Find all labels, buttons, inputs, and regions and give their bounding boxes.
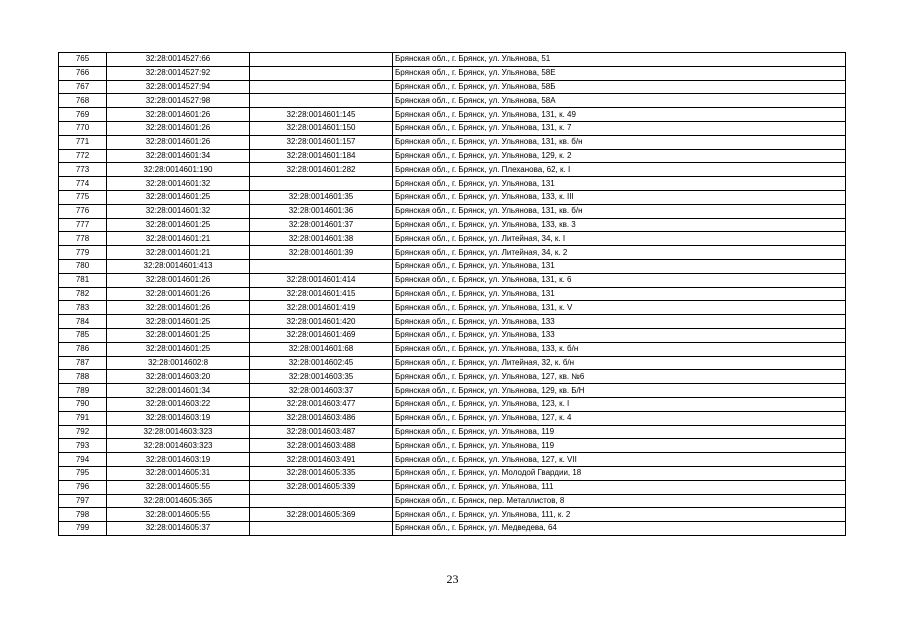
cadastral-number-cell: 32:28:0014601:32 — [107, 177, 250, 191]
cadastral-number-cell: 32:28:0014527:92 — [107, 66, 250, 80]
cadastral-number-cell: 32:28:0014605:37 — [107, 522, 250, 536]
address-cell: Брянская обл., г. Брянск, ул. Ульянова, 58Б — [393, 80, 846, 94]
table-row — [59, 480, 846, 494]
sub-object-number-cell — [250, 94, 393, 108]
sub-object-number-cell — [250, 259, 393, 273]
address-cell: Брянская обл., г. Брянск, ул. Ульянова, 133 — [393, 328, 846, 342]
cadastral-number-cell: 32:28:0014603:323 — [107, 425, 250, 439]
table-row — [59, 108, 846, 122]
table-row — [59, 508, 846, 522]
sub-object-number-cell: 32:28:0014601:157 — [250, 135, 393, 149]
row-number-cell: 778 — [59, 232, 107, 246]
table-row — [59, 94, 846, 108]
row-number-cell: 786 — [59, 342, 107, 356]
table-row — [59, 439, 846, 453]
page-number: 23 — [446, 572, 459, 586]
sub-object-number-cell: 32:28:0014601:419 — [250, 301, 393, 315]
address-cell: Брянская обл., г. Брянск, ул. Ульянова, 133, кв. 3 — [393, 218, 846, 232]
address-cell: Брянская обл., г. Брянск, ул. Ульянова, 131, кв. б/н — [393, 204, 846, 218]
table-row — [59, 370, 846, 384]
sub-object-number-cell: 32:28:0014603:487 — [250, 425, 393, 439]
sub-object-number-cell — [250, 53, 393, 67]
address-cell: Брянская обл., г. Брянск, ул. Литейная, 34, к. 2 — [393, 246, 846, 260]
address-cell: Брянская обл., г. Брянск, ул. Ульянова, 131 — [393, 177, 846, 191]
row-number-cell: 777 — [59, 218, 107, 232]
row-number-cell: 773 — [59, 163, 107, 177]
row-number-cell: 769 — [59, 108, 107, 122]
table-row — [59, 342, 846, 356]
cadastral-number-cell: 32:28:0014601:34 — [107, 149, 250, 163]
address-cell: Брянская обл., г. Брянск, ул. Ульянова, 131, к. V — [393, 301, 846, 315]
address-cell: Брянская обл., г. Брянск, ул. Медведева, 64 — [393, 522, 846, 536]
sub-object-number-cell: 32:28:0014605:335 — [250, 466, 393, 480]
sub-object-number-cell: 32:28:0014601:39 — [250, 246, 393, 260]
table-row — [59, 411, 846, 425]
cadastral-number-cell: 32:28:0014601:25 — [107, 328, 250, 342]
address-cell: Брянская обл., г. Брянск, ул. Ульянова, 129, кв. Б/Н — [393, 384, 846, 398]
table-row — [59, 287, 846, 301]
address-cell: Брянская обл., г. Брянск, ул. Литейная, 32, к. б/н — [393, 356, 846, 370]
address-cell: Брянская обл., г. Брянск, ул. Ульянова, 131, к. 6 — [393, 273, 846, 287]
sub-object-number-cell: 32:28:0014601:420 — [250, 315, 393, 329]
address-cell: Брянская обл., г. Брянск, ул. Литейная, 34, к. I — [393, 232, 846, 246]
cadastral-number-cell: 32:28:0014527:98 — [107, 94, 250, 108]
table-row — [59, 135, 846, 149]
row-number-cell: 791 — [59, 411, 107, 425]
cadastral-number-cell: 32:28:0014603:22 — [107, 397, 250, 411]
sub-object-number-cell: 32:28:0014601:282 — [250, 163, 393, 177]
cadastral-number-cell: 32:28:0014602:8 — [107, 356, 250, 370]
table-row — [59, 190, 846, 204]
cadastral-number-cell: 32:28:0014603:20 — [107, 370, 250, 384]
sub-object-number-cell — [250, 177, 393, 191]
sub-object-number-cell: 32:28:0014602:45 — [250, 356, 393, 370]
address-cell: Брянская обл., г. Брянск, ул. Ульянова, 131 — [393, 287, 846, 301]
cadastral-number-cell: 32:28:0014603:19 — [107, 411, 250, 425]
row-number-cell: 781 — [59, 273, 107, 287]
table-row — [59, 80, 846, 94]
cadastral-number-cell: 32:28:0014603:19 — [107, 453, 250, 467]
cadastral-number-cell: 32:28:0014601:34 — [107, 384, 250, 398]
cadastral-number-cell: 32:28:0014603:323 — [107, 439, 250, 453]
sub-object-number-cell: 32:28:0014605:369 — [250, 508, 393, 522]
table-row — [59, 315, 846, 329]
address-cell: Брянская обл., г. Брянск, ул. Ульянова, 58Е — [393, 66, 846, 80]
sub-object-number-cell: 32:28:0014603:35 — [250, 370, 393, 384]
row-number-cell: 765 — [59, 53, 107, 67]
row-number-cell: 784 — [59, 315, 107, 329]
table-row — [59, 397, 846, 411]
table-row — [59, 384, 846, 398]
sub-object-number-cell: 32:28:0014601:145 — [250, 108, 393, 122]
row-number-cell: 788 — [59, 370, 107, 384]
address-cell: Брянская обл., г. Брянск, ул. Ульянова, 129, к. 2 — [393, 149, 846, 163]
table-row — [59, 356, 846, 370]
address-cell: Брянская обл., г. Брянск, ул. Ульянова, 111, к. 2 — [393, 508, 846, 522]
table-row — [59, 273, 846, 287]
sub-object-number-cell: 32:28:0014605:339 — [250, 480, 393, 494]
table-row — [59, 301, 846, 315]
row-number-cell: 772 — [59, 149, 107, 163]
cadastral-number-cell: 32:28:0014601:413 — [107, 259, 250, 273]
address-cell: Брянская обл., г. Брянск, ул. Ульянова, 133, к. III — [393, 190, 846, 204]
table-row — [59, 163, 846, 177]
table-row — [59, 259, 846, 273]
cadastral-number-cell: 32:28:0014601:21 — [107, 246, 250, 260]
cadastral-number-cell: 32:28:0014601:32 — [107, 204, 250, 218]
address-cell: Брянская обл., г. Брянск, ул. Ульянова, 119 — [393, 425, 846, 439]
cadastral-number-cell: 32:28:0014601:26 — [107, 287, 250, 301]
registry-table-body — [59, 53, 846, 536]
address-cell: Брянская обл., г. Брянск, ул. Молодой Гвардии, 18 — [393, 466, 846, 480]
row-number-cell: 795 — [59, 466, 107, 480]
sub-object-number-cell: 32:28:0014603:491 — [250, 453, 393, 467]
row-number-cell: 774 — [59, 177, 107, 191]
cadastral-number-cell: 32:28:0014601:26 — [107, 121, 250, 135]
cadastral-number-cell: 32:28:0014605:55 — [107, 508, 250, 522]
address-cell: Брянская обл., г. Брянск, ул. Ульянова, 133, к. б/н — [393, 342, 846, 356]
row-number-cell: 767 — [59, 80, 107, 94]
cadastral-number-cell: 32:28:0014601:26 — [107, 135, 250, 149]
sub-object-number-cell: 32:28:0014603:488 — [250, 439, 393, 453]
row-number-cell: 771 — [59, 135, 107, 149]
cadastral-number-cell: 32:28:0014605:55 — [107, 480, 250, 494]
address-cell: Брянская обл., г. Брянск, ул. Ульянова, 111 — [393, 480, 846, 494]
row-number-cell: 783 — [59, 301, 107, 315]
row-number-cell: 779 — [59, 246, 107, 260]
cadastral-number-cell: 32:28:0014601:26 — [107, 301, 250, 315]
sub-object-number-cell: 32:28:0014601:469 — [250, 328, 393, 342]
table-row — [59, 232, 846, 246]
row-number-cell: 787 — [59, 356, 107, 370]
table-row — [59, 53, 846, 67]
sub-object-number-cell — [250, 66, 393, 80]
registry-table — [58, 52, 846, 536]
table-row — [59, 494, 846, 508]
address-cell: Брянская обл., г. Брянск, ул. Ульянова, 127, к. 4 — [393, 411, 846, 425]
row-number-cell: 797 — [59, 494, 107, 508]
address-cell: Брянская обл., г. Брянск, ул. Ульянова, 123, к. I — [393, 397, 846, 411]
table-row — [59, 328, 846, 342]
row-number-cell: 798 — [59, 508, 107, 522]
sub-object-number-cell: 32:28:0014601:37 — [250, 218, 393, 232]
row-number-cell: 799 — [59, 522, 107, 536]
cadastral-number-cell: 32:28:0014527:94 — [107, 80, 250, 94]
sub-object-number-cell: 32:28:0014601:184 — [250, 149, 393, 163]
sub-object-number-cell: 32:28:0014601:68 — [250, 342, 393, 356]
cadastral-number-cell: 32:28:0014601:26 — [107, 273, 250, 287]
cadastral-number-cell: 32:28:0014601:190 — [107, 163, 250, 177]
address-cell: Брянская обл., г. Брянск, ул. Ульянова, 127, к. VII — [393, 453, 846, 467]
cadastral-number-cell: 32:28:0014605:31 — [107, 466, 250, 480]
address-cell: Брянская обл., г. Брянск, пер. Металлистов, 8 — [393, 494, 846, 508]
table-row — [59, 121, 846, 135]
row-number-cell: 766 — [59, 66, 107, 80]
row-number-cell: 785 — [59, 328, 107, 342]
cadastral-number-cell: 32:28:0014601:25 — [107, 315, 250, 329]
cadastral-number-cell: 32:28:0014605:365 — [107, 494, 250, 508]
cadastral-number-cell: 32:28:0014601:26 — [107, 108, 250, 122]
row-number-cell: 794 — [59, 453, 107, 467]
sub-object-number-cell: 32:28:0014603:486 — [250, 411, 393, 425]
address-cell: Брянская обл., г. Брянск, ул. Ульянова, 131, к. 49 — [393, 108, 846, 122]
row-number-cell: 796 — [59, 480, 107, 494]
cadastral-number-cell: 32:28:0014601:21 — [107, 232, 250, 246]
address-cell: Брянская обл., г. Брянск, ул. Плеханова, 62, к. I — [393, 163, 846, 177]
table-row — [59, 246, 846, 260]
table-row — [59, 66, 846, 80]
row-number-cell: 780 — [59, 259, 107, 273]
cadastral-number-cell: 32:28:0014601:25 — [107, 190, 250, 204]
address-cell: Брянская обл., г. Брянск, ул. Ульянова, 58А — [393, 94, 846, 108]
cadastral-number-cell: 32:28:0014601:25 — [107, 218, 250, 232]
table-row — [59, 218, 846, 232]
sub-object-number-cell — [250, 522, 393, 536]
sub-object-number-cell — [250, 494, 393, 508]
sub-object-number-cell: 32:28:0014603:477 — [250, 397, 393, 411]
address-cell: Брянская обл., г. Брянск, ул. Ульянова, 131, к. 7 — [393, 121, 846, 135]
row-number-cell: 790 — [59, 397, 107, 411]
sub-object-number-cell: 32:28:0014601:414 — [250, 273, 393, 287]
sub-object-number-cell: 32:28:0014601:35 — [250, 190, 393, 204]
table-row — [59, 466, 846, 480]
table-row — [59, 149, 846, 163]
row-number-cell: 775 — [59, 190, 107, 204]
table-row — [59, 425, 846, 439]
address-cell: Брянская обл., г. Брянск, ул. Ульянова, 51 — [393, 53, 846, 67]
cadastral-number-cell: 32:28:0014601:25 — [107, 342, 250, 356]
row-number-cell: 789 — [59, 384, 107, 398]
row-number-cell: 776 — [59, 204, 107, 218]
sub-object-number-cell: 32:28:0014601:38 — [250, 232, 393, 246]
address-cell: Брянская обл., г. Брянск, ул. Ульянова, 133 — [393, 315, 846, 329]
sub-object-number-cell: 32:28:0014603:37 — [250, 384, 393, 398]
address-cell: Брянская обл., г. Брянск, ул. Ульянова, 131, кв. б/н — [393, 135, 846, 149]
row-number-cell: 782 — [59, 287, 107, 301]
table-row — [59, 453, 846, 467]
sub-object-number-cell: 32:28:0014601:150 — [250, 121, 393, 135]
address-cell: Брянская обл., г. Брянск, ул. Ульянова, 119 — [393, 439, 846, 453]
address-cell: Брянская обл., г. Брянск, ул. Ульянова, 131 — [393, 259, 846, 273]
sub-object-number-cell — [250, 80, 393, 94]
row-number-cell: 768 — [59, 94, 107, 108]
row-number-cell: 792 — [59, 425, 107, 439]
table-row — [59, 177, 846, 191]
address-cell: Брянская обл., г. Брянск, ул. Ульянова, 127, кв. №6 — [393, 370, 846, 384]
table-row — [59, 204, 846, 218]
sub-object-number-cell: 32:28:0014601:36 — [250, 204, 393, 218]
row-number-cell: 793 — [59, 439, 107, 453]
cadastral-number-cell: 32:28:0014527:66 — [107, 53, 250, 67]
sub-object-number-cell: 32:28:0014601:415 — [250, 287, 393, 301]
row-number-cell: 770 — [59, 121, 107, 135]
table-row — [59, 522, 846, 536]
